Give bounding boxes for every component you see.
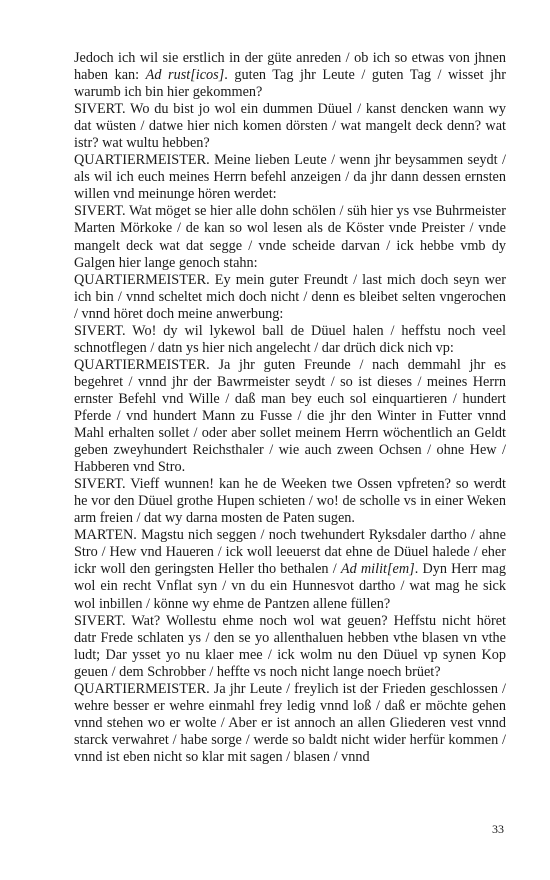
dialogue-paragraph <box>74 681 506 766</box>
dialogue-paragraph <box>74 613 506 681</box>
text-segment: SIVERT. Wo du bist jo wol ein dummen Düuel / kanst dencken wann wy dat wüsten / datwe hier nich komen dörsten / wat mangelt deck denn? wat istr? wat wultu hebben? <box>74 101 506 152</box>
text-segment: QUARTIERMEISTER. Ja jhr Leute / freylich ist der Frieden geschlossen / wehre besser er wehre einmahl frey ledig vnnd loß / daß er möchte gehen vnnd stehen wo er wolte / Aber er ist annoch an allen Gliederen vest vnnd starck verwahret / habe sorge / werde so baldt nicht wider herfür kommen / vnnd ist eben nicht so klar mit sagen / blasen / vnnd <box>74 680 506 765</box>
page-number: 33 <box>492 822 504 836</box>
dialogue-paragraph <box>74 272 506 323</box>
text-segment: SIVERT. Wat möget se hier alle dohn schölen / süh hier ys vse Buhrmeister Marten Mörkoke / de kan so wol lesen als de Köster vnde Preister / vnde mangelt deck wat dat segge / vnde scheide darvan / ick hebbe vmb dy Galgen hier lange genoch stahn: <box>74 203 506 271</box>
dialogue-paragraph <box>74 527 506 612</box>
italic-text-segment: Ad rust[icos] <box>145 67 225 84</box>
dialogue-paragraph <box>74 152 506 203</box>
text-segment: MARTEN. Magstu nich seggen / noch twehundert Ryksdaler dartho / ahne Stro / Hew vnd Haueren / ick woll leeuerst dat ehne de Düuel halede / eher ickr woll den geringsten Heller tho bethalen / <box>74 527 506 578</box>
dialogue-paragraph <box>74 203 506 271</box>
dialogue-paragraph <box>74 476 506 527</box>
text-segment: . guten Tag jhr Leute / guten Tag / wisset jhr warumb ich bin hier gekommen? <box>74 67 506 101</box>
text-segment: QUARTIERMEISTER. Meine lieben Leute / wenn jhr beysammen seydt / als wil ich euch meines Herrn befehl anzeigen / da jhr dann dessen ernsten willen vnd meinunge hören werdet: <box>74 152 506 203</box>
dialogue-paragraph <box>74 101 506 152</box>
text-segment: SIVERT. Wat? Wollestu ehme noch wol wat geuen? Heffstu nicht höret datr Frede schlaten ys / den se yo allenthaluen hebben vthe blasen vn vthe ludt; Dar ysset yo nu klaer mee / ick wolm nu den Düuel vp synen Kop geuen / dem Schrobber / heffte vs noch nicht lange noech brüet? <box>74 612 506 680</box>
text-segment: . Dyn Herr mag wol ein recht Vnflat syn / vn du ein Hunnesvot dartho / wat mag he sick wol inbillen / könne wy ehme de Pantzen allene füllen? <box>74 561 506 612</box>
text-segment: Jedoch ich wil sie erstlich in der güte anreden / ob ich so etwas von jhnen haben kan: <box>74 50 506 84</box>
text-segment: SIVERT. Wo! dy wil lykewol ball de Düuel halen / heffstu noch veel schnotflegen / datn ys hier nich angelecht / dar drüch dick nich vp: <box>74 322 506 356</box>
text-segment: QUARTIERMEISTER. Ja jhr guten Freunde / nach demmahl jhr es begehret / vnnd jhr der Bawrmeister seydt / so ist dieses / meines Herrn ernster Befehl vnd Wille / daß man bey euch sol einquartieren / hundert Pferde / vnd hundert Mann zu Fusse / die jhr den Winter in Futter vnnd Mahl erhalten sollet / oder aber sollet meinem Herrn wöchentlich an Geldt geben zweyhundert Reichsthaler / wie auch zween Ochsen / ohne Hew / Habberen vnd Stro. <box>74 356 506 476</box>
body-text <box>74 50 506 766</box>
italic-text-segment: Ad milit[em] <box>340 561 415 578</box>
text-segment: SIVERT. Vieff wunnen! kan he de Weeken twe Ossen vpfreten? so werdt he vor den Düuel grothe Hupen schieten / wo! de scholle vs in einer Weken arm freien / dat wy darna mosten de Paten sugen. <box>74 476 506 527</box>
text-segment: QUARTIERMEISTER. Ey mein guter Freundt / last mich doch seyn wer ich bin / vnnd scheltet mich doch nicht / denn es bleibet selten vngerochen / vnnd höret doch meine anwerbung: <box>74 271 506 322</box>
dialogue-paragraph <box>74 323 506 357</box>
dialogue-paragraph <box>74 50 506 101</box>
dialogue-paragraph <box>74 357 506 476</box>
